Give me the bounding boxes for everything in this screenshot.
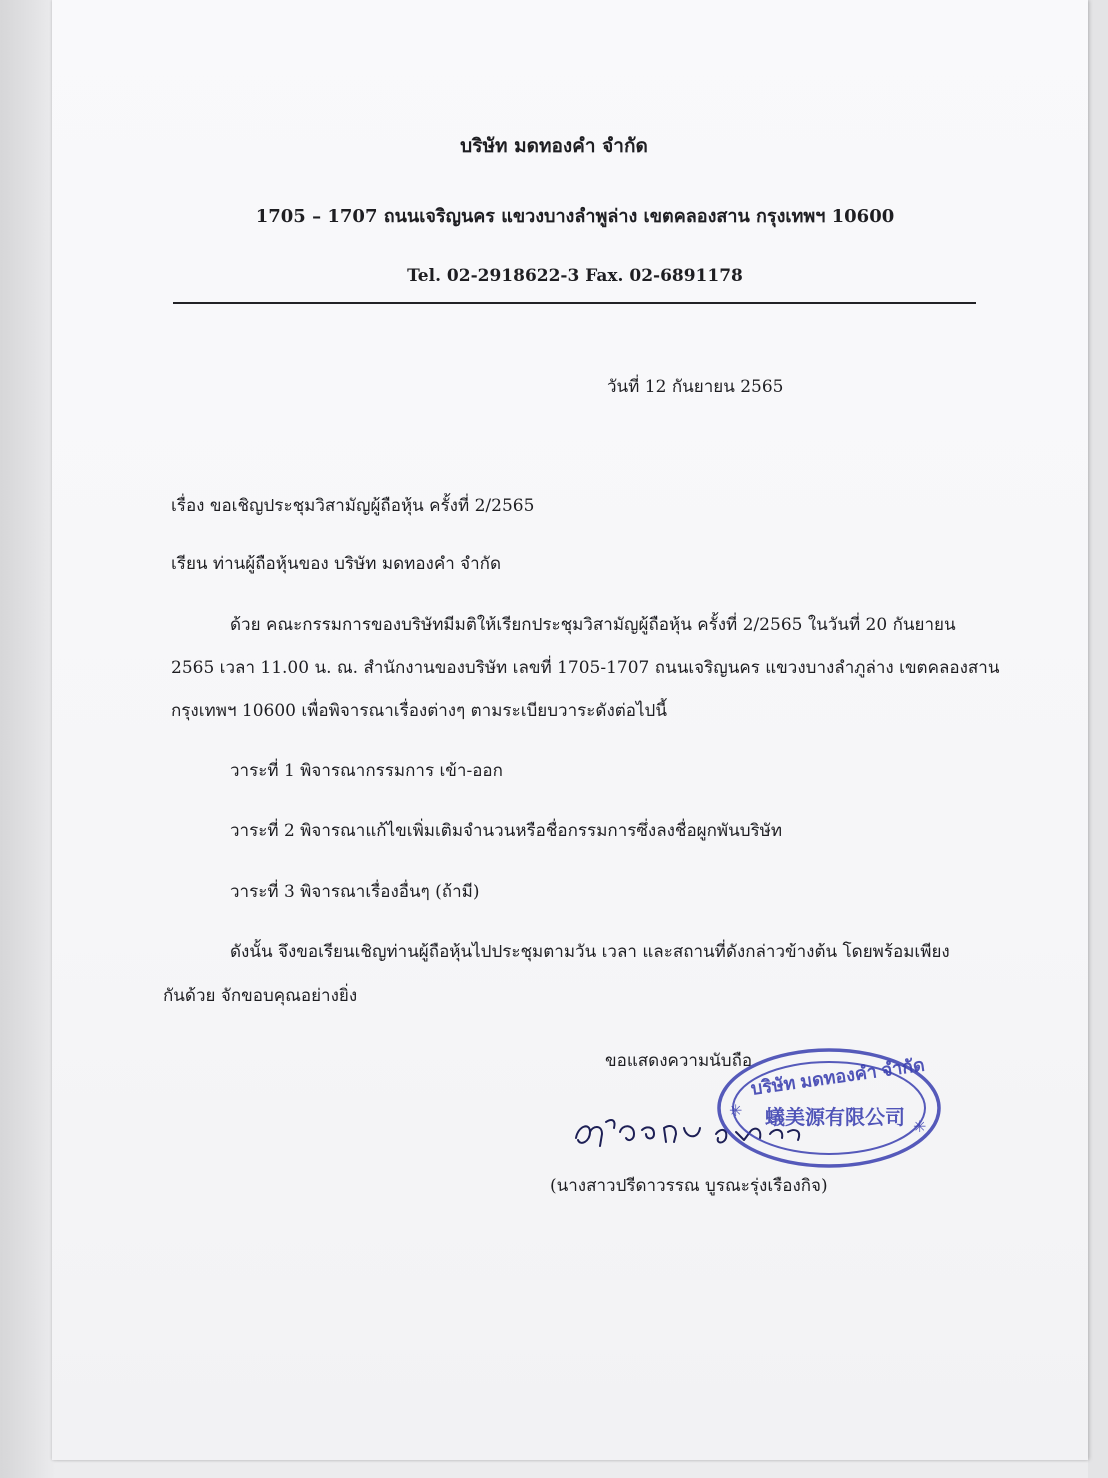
body-closing-line-1: ดังนั้น จึงขอเรียนเชิญท่านผู้ถือหุ้นไปประชุมตามวัน เวลา และสถานที่ดังกล่าวข้างต้น โดยพร้อมเพียง — [230, 942, 950, 962]
company-name: บริษัท มดทองคำ จำกัด — [460, 135, 648, 157]
svg-text:✳: ✳ — [729, 1101, 743, 1120]
company-contact: Tel. 02-2918622-3 Fax. 02-6891178 — [407, 266, 743, 286]
letter-date: วันที่ 12 กันยายน 2565 — [607, 377, 784, 397]
company-address: 1705 – 1707 ถนนเจริญนคร แขวงบางลำพูล่าง เขตคลองสาน กรุงเทพฯ 10600 — [255, 206, 895, 227]
body-closing-line-2: กันด้วย จักขอบคุณอย่างยิ่ง — [163, 986, 358, 1006]
letter-salutation: เรียน ท่านผู้ถือหุ้นของ บริษัท มดทองคำ จำกัด — [171, 554, 501, 574]
svg-text:บริษัท มดทองคำ จำกัด: บริษัท มดทองคำ จำกัด — [749, 1054, 926, 1099]
agenda-item-1: วาระที่ 1 พิจารณากรรมการ เข้า-ออก — [230, 761, 503, 781]
letter-subject: เรื่อง ขอเชิญประชุมวิสามัญผู้ถือหุ้น ครั้งที่ 2/2565 — [171, 496, 535, 516]
letterhead-divider — [173, 302, 976, 304]
company-stamp — [713, 1040, 945, 1176]
svg-text:蟻美源有限公司: 蟻美源有限公司 — [765, 1105, 905, 1129]
sign-off: ขอแสดงความนับถือ — [605, 1051, 753, 1071]
body-intro-line-3: กรุงเทพฯ 10600 เพื่อพิจารณาเรื่องต่างๆ ตามระเบียบวาระดังต่อไปนี้ — [171, 701, 667, 721]
body-intro-line-2: 2565 เวลา 11.00 น. ณ. สำนักงานของบริษัท เลขที่ 1705-1707 ถนนเจริญนคร แขวงบางลำภูล่าง เขตคลองสาน — [171, 658, 1000, 678]
agenda-item-3: วาระที่ 3 พิจารณาเรื่องอื่นๆ (ถ้ามี) — [230, 882, 480, 902]
svg-text:✳: ✳ — [913, 1117, 927, 1136]
body-intro-line-1: ด้วย คณะกรรมการของบริษัทมีมติให้เรียกประชุมวิสามัญผู้ถือหุ้น ครั้งที่ 2/2565 ในวันที่ 20 กันยายน — [230, 615, 956, 635]
agenda-item-2: วาระที่ 2 พิจารณาแก้ไขเพิ่มเติมจำนวนหรือชื่อกรรมการซึ่งลงชื่อผูกพันบริษัท — [230, 821, 783, 841]
signatory-name: (นางสาวปรีดาวรรณ บูรณะรุ่งเรืองกิจ) — [550, 1176, 828, 1196]
